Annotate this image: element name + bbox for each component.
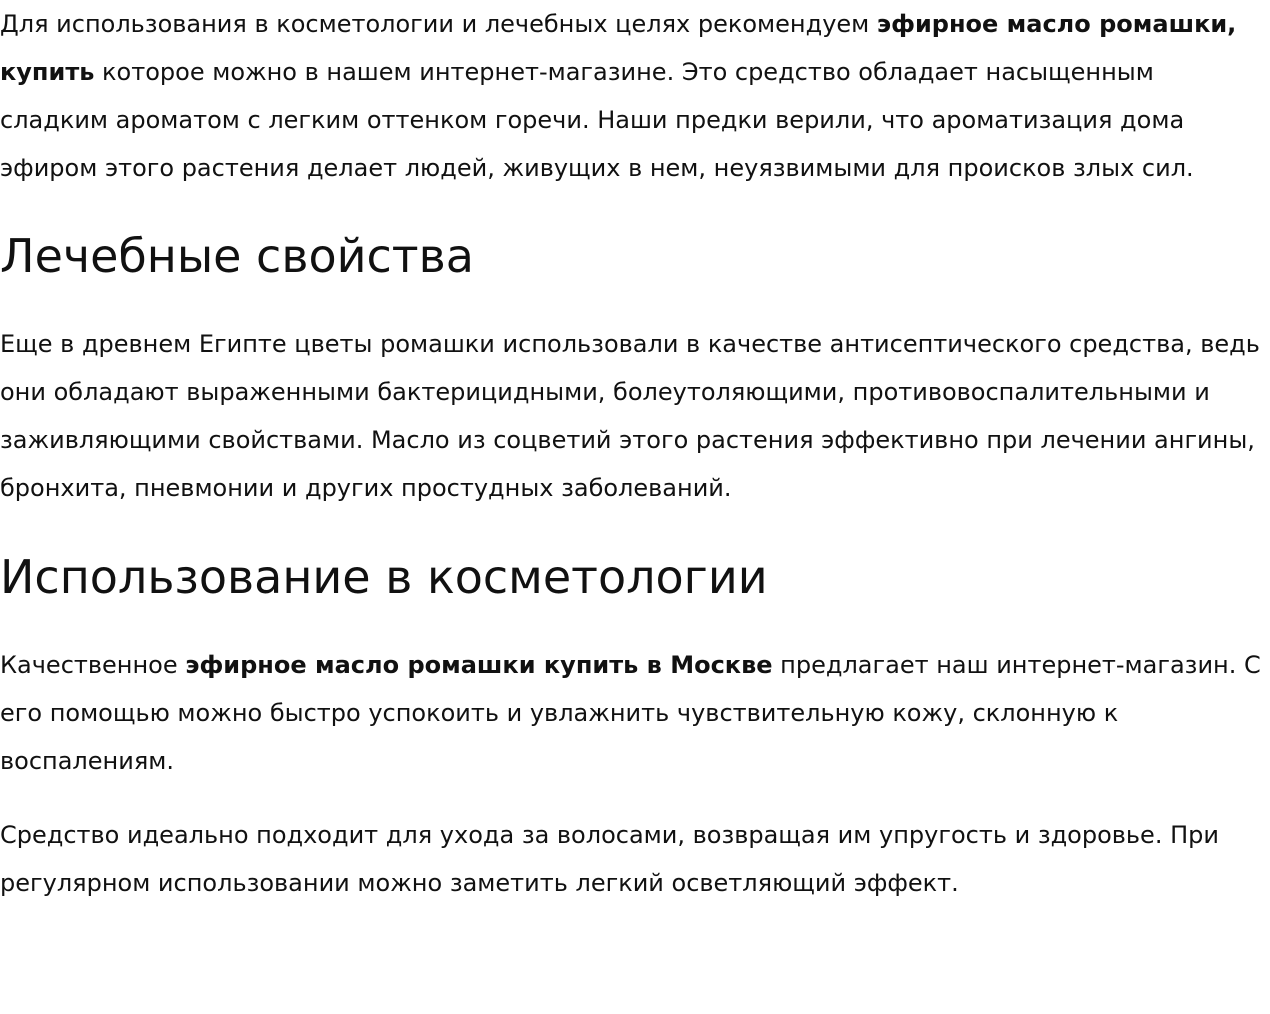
intro-text-end: которое можно в нашем интернет-магазине. Это средство обладает насыщенным сладким ароматом с легким оттенком горечи. Наши предки верили, что ароматизация дома эфиром этого растения делает людей, живущих в нем, неуязвимыми для происков злых сил. xyxy=(0,58,1194,182)
intro-keyword-link: эфирное масло ромашки, купить xyxy=(0,10,1237,86)
cosmetology-text-start: Качественное xyxy=(0,651,186,679)
cosmetology-text-end: предлагает наш интернет-магазин. С его помощью можно быстро успокоить и увлажнить чувствительную кожу, склонную к воспалениям. xyxy=(0,651,1261,775)
medical-properties-heading: Лечебные свойства xyxy=(0,229,474,283)
intro-paragraph xyxy=(0,0,1262,192)
intro-text-start: Для использования в косметологии и лечебных целях рекомендуем xyxy=(0,10,877,38)
cosmetology-heading: Использование в косметологии xyxy=(0,550,768,604)
cosmetology-keyword: эфирное масло ромашки купить в Москве xyxy=(185,651,773,679)
medical-properties-paragraph: Еще в древнем Египте цветы ромашки использовали в качестве антисептического средства, ведь они обладают выраженными бактерицидными, болеутоляющими, противовоспалительными и заживляющими свойствами. Масло из соцветий этого растения эффективно при лечении ангины, бронхита, пневмонии и других простудных заболеваний. xyxy=(0,330,1260,502)
cosmetology-paragraph-skin xyxy=(0,641,1262,785)
cosmetology-paragraph-hair: Средство идеально подходит для ухода за волосами, возвращая им упругость и здоровье. При регулярном использовании можно заметить легкий осветляющий эффект. xyxy=(0,821,1219,897)
